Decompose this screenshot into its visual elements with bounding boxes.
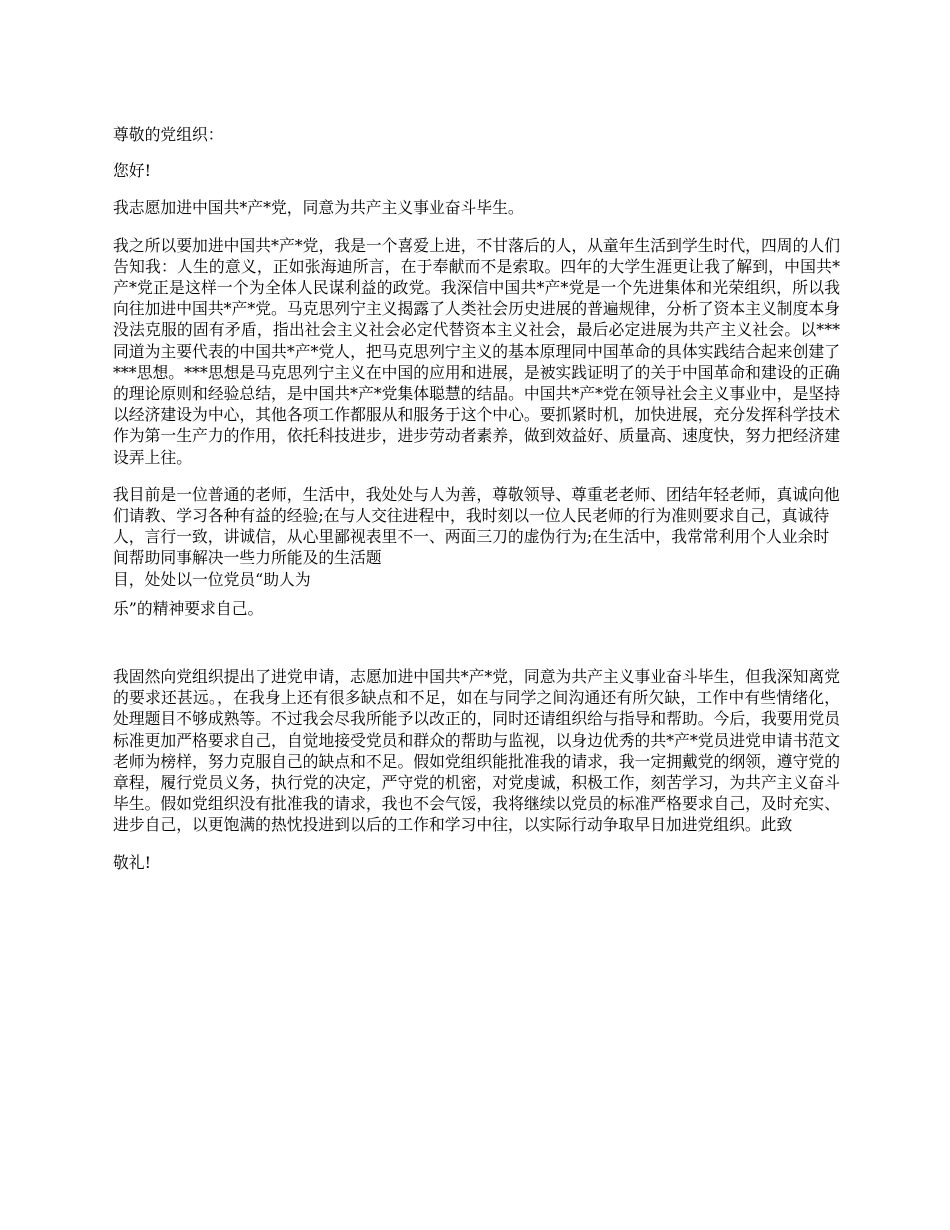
commitment-paragraph: 我固然向党组织提出了进党申请，志愿加进中国共*产*党，同意为共产主义事业奋斗毕生，但我深知离党的要求还甚远。，在我身上还有很多缺点和不足，如在与同学之间沟通还有所欠缺，工作中有些情绪化，处理题目不够成熟等。不过我会尽我所能予以改正的，同时还请组织给与指导和帮助。今后，我要用党员标准更加严格要求自己，自觉地接受党员和群众的帮助与监视，以身边优秀的共*产*党员进党申请书范文老师为榜样，努力克服自己的缺点和不足。假如党组织能批准我的请求，我一定拥戴党的纲领，遵守党的章程，履行党员义务，执行党的决定，严守党的机密，对党虔诚，积极工作，刻苦学习，为共产主义奋斗毕生。假如党组织没有批准我的请求，我也不会气馁，我将继续以党员的标准严格要求自己，及时充实、进步自己，以更饱满的热忱投进到以后的工作和学习中往，以实际行动争取早日加进党组织。此致 (113, 667, 840, 835)
letter-body (113, 124, 840, 873)
self-description-paragraph: 我目前是一位普通的老师，生活中，我处处与人为善，尊敬领导、尊重老老师、团结年轻老师，真诚向他们请教、学习各种有益的经验;在与人交往进程中，我时刻以一位人民老师的行为准则要求自己，真诚待人，言行一致，讲诚信，从心里鄙视表里不一、两面三刀的虚伪行为;在生活中，我常常利用个人业余时间帮助同事解决一些力所能及的生活题 目，处处以一位党员“助人为 (113, 484, 840, 589)
greeting: 您好! (113, 161, 151, 181)
intro-paragraph: 我志愿加进中国共*产*党，同意为共产主义事业奋斗毕生。 (113, 198, 524, 218)
self-description-continuation: 乐”的精神要求自己。 (113, 598, 264, 618)
salutation: 尊敬的党组织： (113, 125, 224, 144)
closing: 敬礼! (113, 852, 151, 872)
reason-paragraph: 我之所以要加进中国共*产*党，我是一个喜爱上进，不甘落后的人，从童年生活到学生时代，四周的人们告知我：人生的意义，正如张海迪所言，在于奉献而不是索取。四年的大学生涯更让我了解到，中国共*产*党正是这样一个为全体人民谋利益的政党。我深信中国共*产*党是一个先进集体和光荣组织，所以我向往加进中国共*产*党。马克思列宁主义揭露了人类社会历史进展的普遍规律，分析了资本主义制度本身没法克服的固有矛盾，指出社会主义社会必定代替资本主义社会，最后必定进展为共产主义社会。以***同道为主要代表的中国共*产*党人，把马克思列宁主义的基本原理同中国革命的具体实践结合起来创建了***思想。***思想是马克思列宁主义在中国的应用和进展，是被实践证明了的关于中国革命和建设的正确的理论原则和经验总结，是中国共*产*党集体聪慧的结晶。中国共*产*党在领导社会主义事业中，是坚持以经济建设为中心，其他各项工作都服从和服务于这个中心。要抓紧时机，加快进展，充分发挥科学技术作为第一生产力的作用，依托科技进步，进步劳动者素养，做到效益好、质量高、速度快，努力把经济建设弄上往。 (113, 235, 840, 467)
